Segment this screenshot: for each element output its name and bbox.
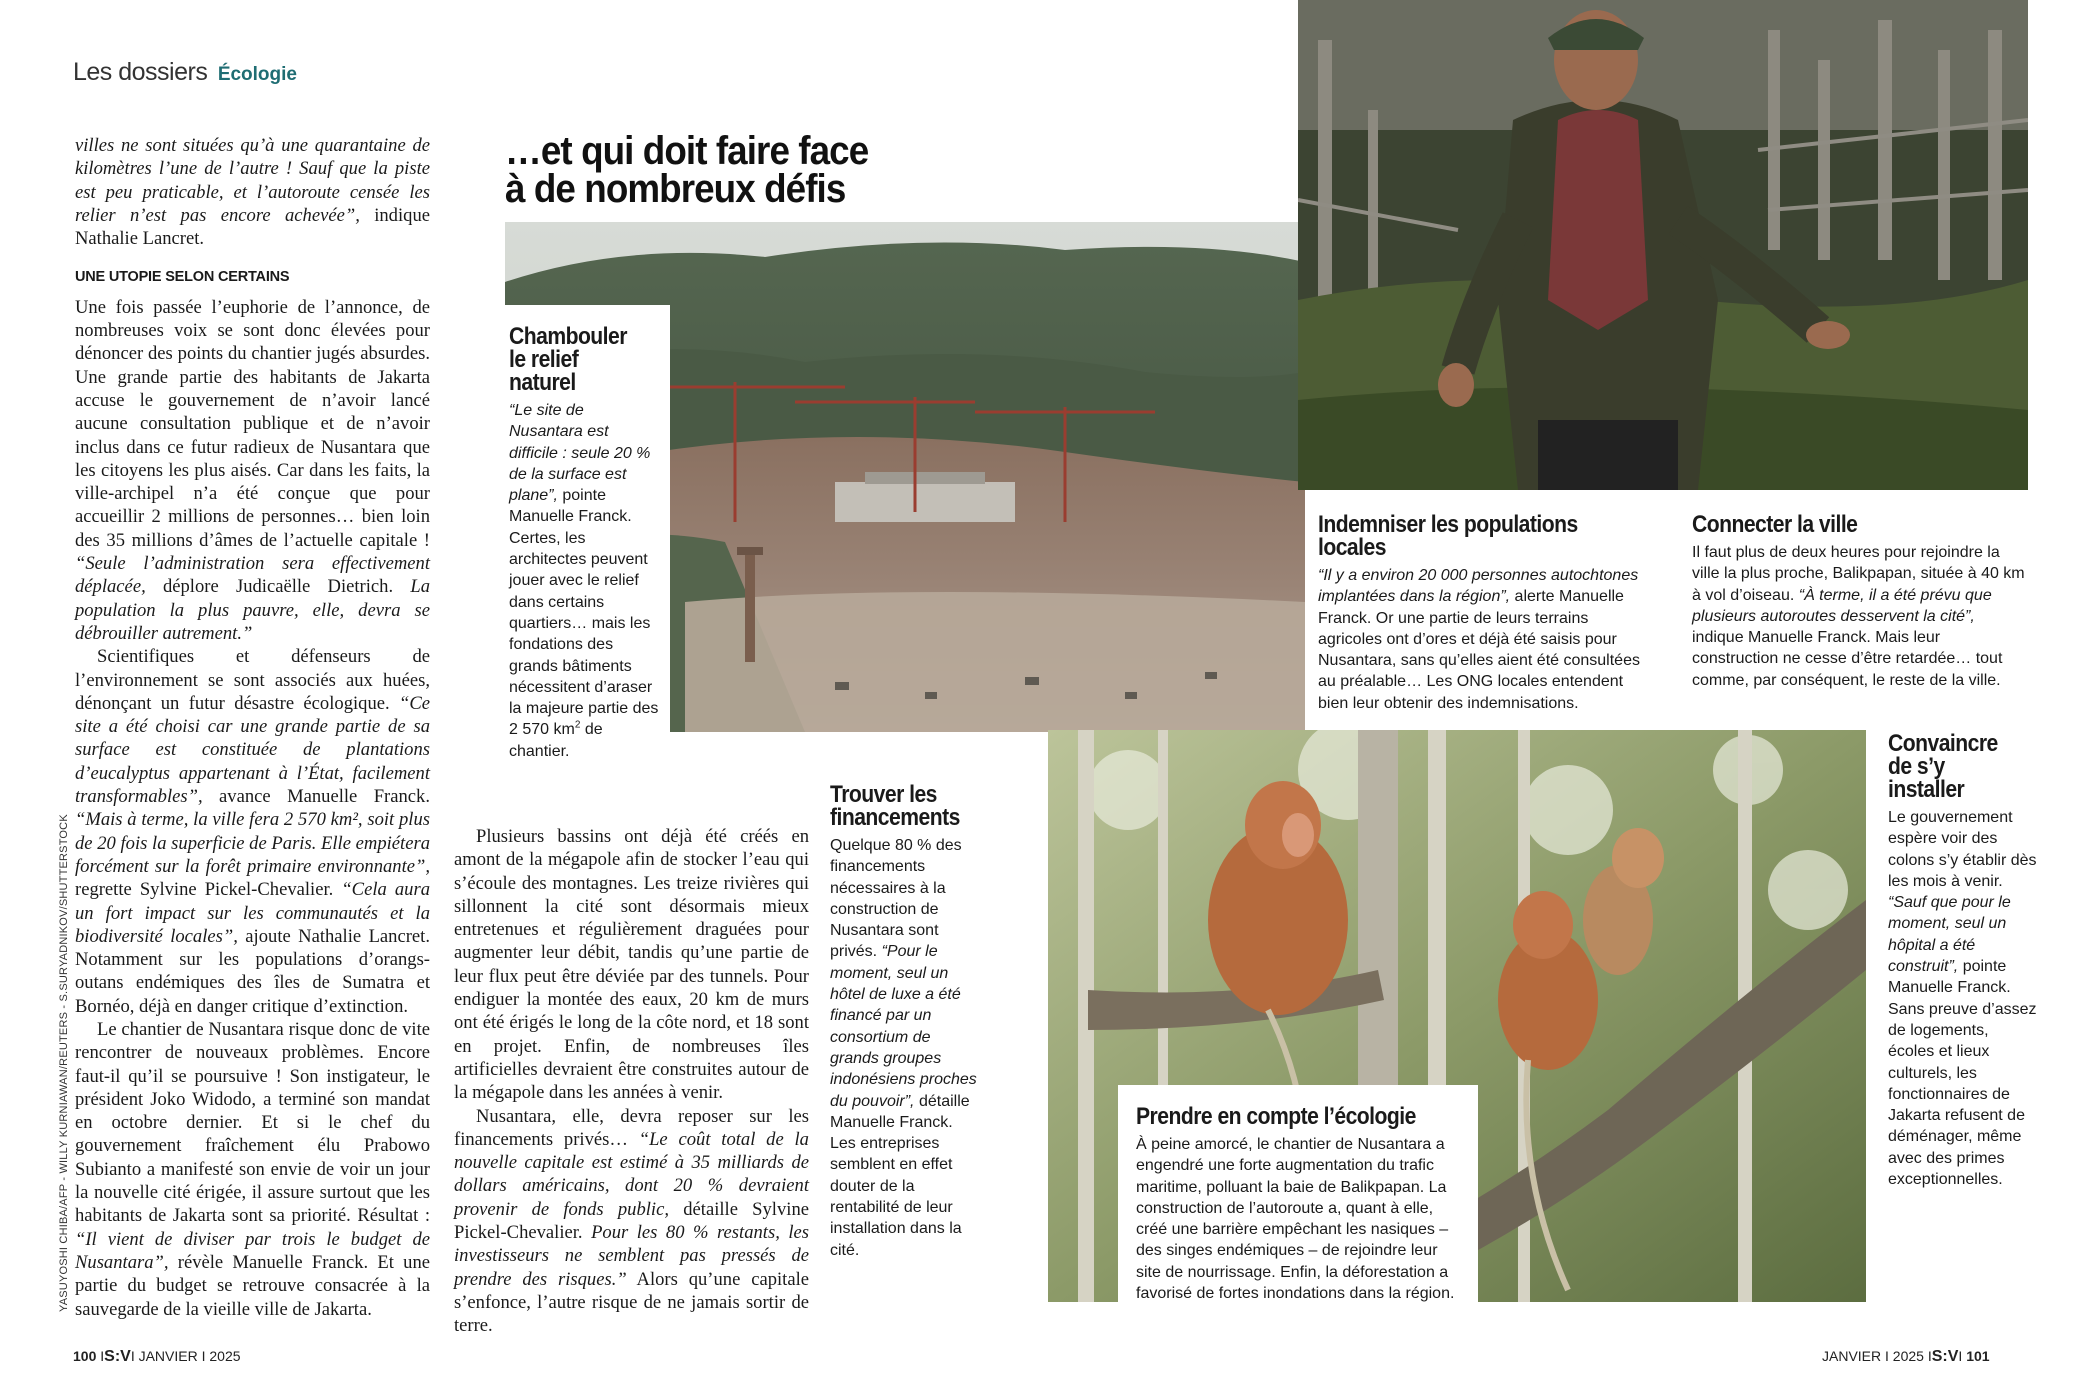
logo-right: S:V: [1931, 1348, 1959, 1365]
footer-right: JANVIER I 2025 IS:VI 101: [1822, 1348, 1990, 1365]
box-ecologie-title: Prendre en compte l’écologie: [1136, 1103, 1416, 1130]
box-convaincre-title: Convaincre de s’y installer: [1888, 730, 1998, 803]
issue-month-right: JANVIER: [1822, 1348, 1882, 1364]
headline: [505, 129, 869, 211]
footer-left: 100 IS:VI JANVIER I 2025: [73, 1348, 241, 1365]
column-1: [75, 134, 430, 1321]
page-number-left: 100: [73, 1348, 97, 1364]
box-financement: [830, 783, 980, 1261]
column-2: [454, 825, 809, 1338]
page-number-right: 101: [1966, 1348, 1990, 1364]
headline-line-1: …et qui doit faire face: [505, 129, 869, 173]
rubric-label: Les dossiers: [73, 58, 208, 86]
box-financement-text: Quelque 80 % des financements nécessaires à la construction de Nusantara sont privés. “Pour le moment, seul un hôtel de luxe a été financé par un consortium de grands groupes indonésiens proches du pouvoir”, détaille Manuelle Franck. Les entreprises semblent en effet douter de la rentabilité de leur installation dans la cité.: [830, 837, 977, 1259]
box-connecter: [1692, 513, 2027, 691]
box-connecter-text: Il faut plus de deux heures pour rejoindre la ville la plus proche, Balikpapan, située à 40 km à vol d’oiseau. “À terme, il a été prévu que plusieurs autoroutes desservent la cité”, indique Manuelle Franck. Mais leur construction ne cesse d’être retardée… tout comme, par conséquent, le reste de la ville.: [1692, 544, 2025, 689]
villager-photo: [1298, 0, 2028, 490]
section-label: Écologie: [217, 64, 297, 85]
box-financement-title: Trouver les financements: [830, 781, 960, 831]
box-indemniser: [1318, 513, 1648, 714]
box-connecter-title: Connecter la ville: [1692, 511, 1858, 538]
logo-left: S:V: [104, 1348, 131, 1365]
col1-paragraph-0: villes ne sont situées qu’à une quarantaine de kilomètres l’une de l’autre ! Sauf que la piste est peu praticable, et l’autoroute censée les relier n’est pas encore achevée”, indique Nathalie Lancret.: [75, 135, 430, 250]
issue-month-left: JANVIER: [138, 1348, 198, 1364]
box-indemniser-text: “Il y a environ 20 000 personnes autochtones implantées dans la région”, alerte Manuelle Franck. Or une partie de leurs terrains agricoles ont d’ores et déjà été saisis pour Nusantara, sans qu’elles aient été consultées au préalable… Les ONG locales entendent bien leur obtenir des indemnisations.: [1318, 567, 1640, 712]
col2-paragraph-1: Plusieurs bassins ont déjà été créés en amont de la mégapole afin de stocker l’eau qui s’écoule des montagnes. Les treize rivières qui sillonnent la cité sont désormais mieux entretenues et régulièrement draguées pour augmenter leur débit, tandis qu’une partie de leur flux peut être déviée par des tunnels. Pour endiguer la montée des eaux, 20 km de murs ont été érigés le long de la côte nord, et 18 sont en projet. Enfin, de nombreuses îles artificielles devraient être construites autour de la mégapole dans les années à venir.: [454, 826, 809, 1104]
box-relief-title: Chambouler le relief naturel: [509, 323, 627, 396]
box-ecologie-text: À peine amorcé, le chantier de Nusantara a engendré une forte augmentation du trafic maritime, polluant la baie de Balikpapan. La construction de l’autoroute a, quant à elle, créé une barrière empêchant les nasiques – des singes endémiques – de rejoindre leur site de nourrissage. Enfin, la déforestation a favorisé de fortes inondations dans la région.: [1136, 1136, 1455, 1303]
box-ecologie: [1118, 1085, 1478, 1302]
box-indemniser-title: Indemniser les populations locales: [1318, 511, 1578, 561]
photo-credit: YASUYOSHI CHIBA/AFP - WILLY KURNIAWAN/REUTERS - S.SURYADNIKOV/SHUTTERSTOCK: [58, 814, 70, 1312]
box-relief-text: “Le site de Nusantara est difficile : seule 20 % de la surface est plane”, pointe Manuelle Franck. Certes, les architectes peuvent jouer avec le relief dans certains quartiers… mais les fondations des grands bâtiments nécessitent d’araser la majeure partie des 2 570 $km^2$ de chantier.: [509, 402, 659, 760]
col1-subhead: UNE UTOPIE SELON CERTAINS: [75, 269, 290, 286]
col1-paragraph-2: Scientifiques et défenseurs de l’environnement se sont associés aux huées, dénonçant un futur désastre écologique. “Ce site a été choisi car une grande partie de sa surface est constituée de plantations d’eucalyptus appartenant à l’État, facilement transformables”, avance Manuelle Franck. “Mais à terme, la ville fera 2 570 km², soit plus de 20 fois la superficie de Paris. Elle empiétera forcément sur la forêt primaire environnante”, regrette Sylvine Pickel-Chevalier. “Cela aura un fort impact sur les communautés et la biodiversité locales”, ajoute Nathalie Lancret. Notamment sur les populations d’orangs-outans endémiques des îles de Sumatra et Bornéo, déjà en danger critique d’extinction.: [75, 646, 430, 1017]
issue-year-right: 2025: [1892, 1348, 1924, 1364]
col2-paragraph-2: Nusantara, elle, devra reposer sur les financements privés… “Le coût total de la nouvelle capitale est estimé à 35 milliards de dollars américains, dont 20 % devraient provenir de fonds public, détaille Sylvine Pickel-Chevalier. Pour les 80 % restants, les investisseurs ne semblent pas pressés de prendre des risques.” Alors qu’une capitale s’enfonce, l’autre risque de ne jamais sortir de terre.: [454, 1105, 810, 1337]
col1-paragraph-1: Une fois passée l’euphorie de l’annonce, de nombreuses voix se sont donc élevées pour dénoncer des points du chantier jugés absurdes. Une grande partie des habitants de Jakarta accuse le gouvernement de n’avoir lancé aucune consultation publique et de n’avoir inclus dans ce futur radieux de Nusantara que les citoyens les plus aisés. Car dans les faits, la ville-archipel n’a été conçue que pour accueillir 2 millions de personnes… bien loin des 35 millions d’âmes de l’actuelle capitale ! “Seule l’administration sera effectivement déplacée, déplore Judicaëlle Dietrich. La population la plus pauvre, elle, devra se débrouiller autrement.”: [75, 296, 430, 644]
box-relief: [505, 305, 670, 760]
headline-line-2: à de nombreux défis: [505, 167, 846, 211]
box-convaincre: [1888, 732, 2038, 1190]
box-convaincre-text: Le gouvernement espère voir des colons s’y établir dès les mois à venir. “Sauf que pour le moment, seul un hôpital a été construit”, pointe Manuelle Franck. Sans preuve d’assez de logements, écoles et lieux culturels, les fonctionnaires de Jakarta refusent de déménager, même avec des primes exceptionnelles.: [1888, 809, 2037, 1189]
running-header: [73, 58, 297, 87]
col1-paragraph-3: Le chantier de Nusantara risque donc de vite rencontrer de nouveaux problèmes. Encore faut-il qu’il se poursuive ! Son instigateur, le président Joko Widodo, a terminé son mandat en octobre dernier. Et si le chef du gouvernement fraîchement élu Prabowo Subianto a manifesté son envie de voir un jour la nouvelle cité érigée, il assure surtout que les habitants de Jakarta sont sa priorité. Résultat : “Il vient de diviser par trois le budget de Nusantara”, révèle Manuelle Franck. Et une partie du budget se retrouve consacrée à la sauvegarde de la vieille ville de Jakarta.: [75, 1018, 430, 1320]
issue-year-left: 2025: [209, 1348, 241, 1364]
